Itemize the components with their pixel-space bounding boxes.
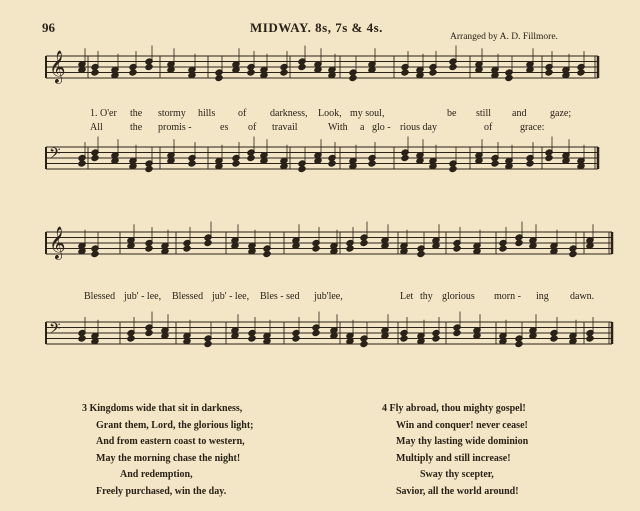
note-head: [360, 239, 368, 246]
lyric-word: a: [360, 122, 365, 133]
note-head: [515, 239, 523, 246]
stanza-line: 4 Fly abroad, thou mighty gospel!: [382, 403, 526, 414]
treble-clef: 𝄞: [49, 50, 66, 83]
hymn-title: MIDWAY. 8s, 7s & 4s.: [250, 20, 383, 35]
stanza-line: And redemption,: [120, 469, 193, 481]
note-head: [232, 160, 240, 167]
note-head: [360, 340, 368, 347]
stanza-line: Multiply and still increase!: [396, 452, 511, 464]
lyric-word: and: [512, 108, 527, 119]
stanza-line: Win and conquer! never cease!: [396, 419, 528, 431]
lyric-word: Blessed: [84, 291, 116, 302]
note-head: [91, 250, 99, 257]
note-head: [280, 69, 288, 76]
note-head: [188, 160, 196, 167]
lyric-word: All: [90, 122, 103, 133]
lyric-word: Let: [400, 291, 414, 302]
note-head: [247, 69, 255, 76]
note-head: [515, 340, 523, 347]
note-head: [449, 165, 457, 172]
note-head: [569, 250, 577, 257]
note-head: [499, 245, 507, 252]
lyric-word: still: [476, 108, 492, 119]
note-head: [453, 329, 461, 336]
note-head: [429, 69, 437, 76]
note-head: [145, 329, 153, 336]
lyric-word: the: [130, 122, 143, 133]
note-head: [145, 245, 153, 252]
note-head: [368, 160, 376, 167]
note-head: [417, 250, 425, 257]
lyric-word: es: [220, 122, 229, 133]
note-head: [78, 160, 86, 167]
note-head: [449, 63, 457, 70]
note-head: [145, 63, 153, 70]
note-head: [526, 160, 534, 167]
stanza-4: [382, 401, 528, 501]
lyric-word: thy: [420, 291, 433, 302]
note-head: [312, 329, 320, 336]
lyric-word: gaze;: [550, 108, 572, 119]
note-head: [545, 154, 553, 161]
lyric-word: stormy: [158, 108, 186, 119]
note-head: [505, 74, 513, 81]
note-head: [247, 154, 255, 161]
arranger-credit: Arranged by A. D. Fillmore.: [450, 32, 558, 42]
note-head: [292, 335, 300, 342]
note-head: [129, 69, 137, 76]
note-head: [91, 154, 99, 161]
lyric-word: ing: [536, 291, 549, 302]
lyric-word: rious day: [400, 122, 437, 133]
stanza-line: Freely purchased, win the day.: [96, 485, 227, 497]
stanza-line: Grant them, Lord, the glorious light;: [96, 419, 254, 431]
note-head: [401, 154, 409, 161]
lyric-word: hills: [198, 108, 216, 119]
stanza-line: Savior, all the world around!: [396, 485, 519, 497]
note-head: [432, 335, 440, 342]
note-head: [312, 245, 320, 252]
treble-clef: 𝄞: [49, 226, 66, 259]
lyric-word: of: [238, 108, 247, 119]
stanza-line: And from eastern coast to western,: [96, 436, 245, 448]
note-head: [91, 69, 99, 76]
stanza-line: 3 Kingdoms wide that sit in darkness,: [82, 403, 243, 414]
note-head: [328, 160, 336, 167]
lyric-word: Look,: [318, 108, 342, 119]
note-head: [215, 74, 223, 81]
lyric-word: jub' - lee,: [212, 291, 250, 302]
lyric-word: darkness,: [270, 108, 308, 119]
note-head: [298, 165, 306, 172]
lyric-word: grace:: [520, 122, 545, 133]
note-head: [586, 335, 594, 342]
note-head: [545, 69, 553, 76]
lyric-word: dawn.: [570, 291, 595, 302]
stanza-line: May the morning chase the night!: [96, 452, 241, 464]
note-head: [577, 69, 585, 76]
note-head: [204, 340, 212, 347]
bass-clef: 𝄢: [49, 320, 61, 341]
note-head: [263, 250, 271, 257]
note-head: [401, 69, 409, 76]
note-head: [491, 160, 499, 167]
lyric-word: my soul,: [350, 108, 385, 119]
note-head: [400, 335, 408, 342]
lyric-word: be: [447, 108, 457, 119]
lyric-word: the: [130, 108, 143, 119]
note-head: [183, 245, 191, 252]
stanza-line: May thy lasting wide dominion: [396, 436, 529, 448]
note-head: [127, 335, 135, 342]
lyric-word: morn -: [494, 291, 521, 302]
note-head: [349, 74, 357, 81]
note-head: [248, 335, 256, 342]
note-head: [346, 245, 354, 252]
lyric-word: jub' - lee,: [124, 291, 162, 302]
lyric-word: With: [328, 122, 348, 133]
lyric-word: of: [484, 122, 493, 133]
lyric-word: Bles - sed: [260, 291, 300, 302]
note-head: [78, 335, 86, 342]
stanza-3: [82, 401, 254, 501]
lyric-word: glo -: [372, 122, 391, 133]
lyric-word: promis -: [158, 122, 192, 133]
note-head: [145, 165, 153, 172]
lyric-word: 1. O'er: [90, 108, 117, 119]
note-head: [550, 335, 558, 342]
note-head: [453, 245, 461, 252]
stanza-line: Sway thy scepter,: [420, 469, 494, 481]
note-head: [204, 239, 212, 246]
note-head: [298, 63, 306, 70]
lyric-word: glorious: [442, 291, 475, 302]
page-number: 96: [42, 20, 55, 35]
lyric-word: Blessed: [172, 291, 204, 302]
lyric-word: travail: [272, 122, 298, 133]
lyric-word: jub'lee,: [314, 291, 343, 302]
bass-clef: 𝄢: [49, 145, 61, 166]
lyric-word: of: [248, 122, 257, 133]
